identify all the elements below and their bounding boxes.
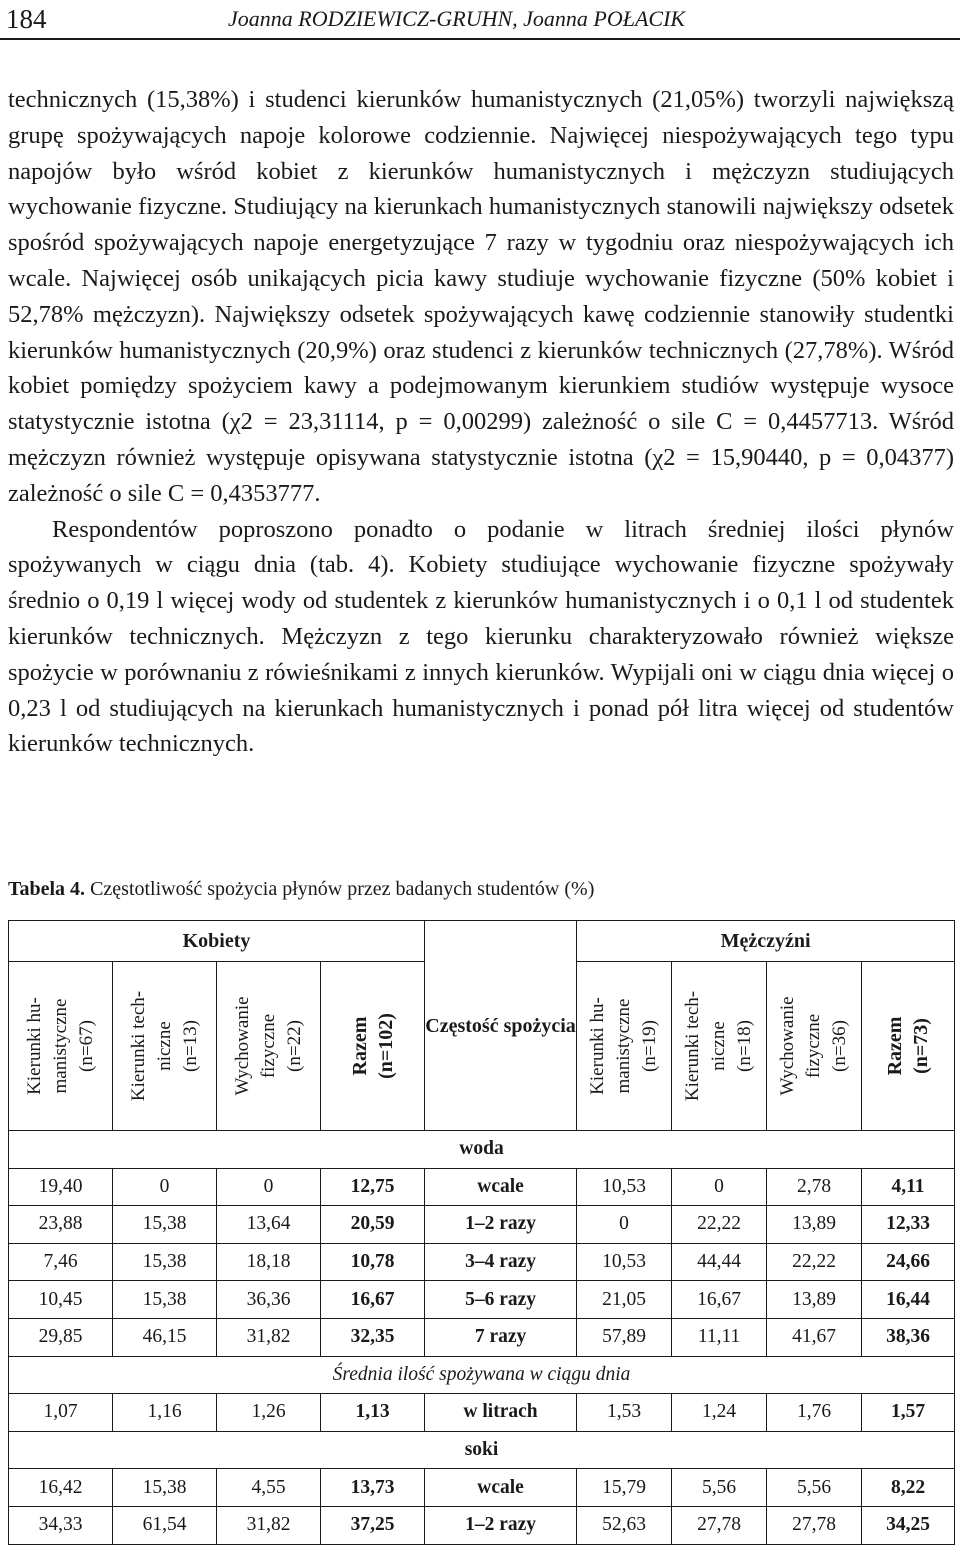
table-cell: 1,24	[672, 1394, 767, 1432]
table-cell: 5,56	[767, 1469, 862, 1507]
table-title: Częstotliwość spożycia płynów przez badanych studentów (%)	[85, 878, 595, 900]
table-cell: 15,79	[577, 1469, 672, 1507]
table-row	[9, 1243, 955, 1281]
table-cell: 18,18	[217, 1243, 321, 1281]
section-average: Średnia ilość spożywana w ciągu dnia	[9, 1356, 955, 1394]
column-header	[321, 962, 425, 1131]
table-cell: 37,25	[321, 1506, 425, 1544]
table-cell: 22,22	[767, 1243, 862, 1281]
running-head-authors: Joanna RODZIEWICZ-GRUHN, Joanna POŁACIK	[228, 6, 686, 31]
table-cell: 13,89	[767, 1206, 862, 1244]
table-cell: 12,33	[862, 1206, 955, 1244]
column-header-line: niczne	[708, 1021, 730, 1071]
table-cell: 1,13	[321, 1394, 425, 1432]
column-header-line: (n=22)	[283, 1020, 305, 1072]
column-header-line: Kierunki hu-	[23, 997, 45, 1095]
column-header-line: fizyczne	[803, 1013, 825, 1079]
column-header-label	[882, 1017, 934, 1076]
table-cell: 44,44	[672, 1243, 767, 1281]
column-header-line: (n=36)	[829, 1020, 851, 1072]
table-row	[9, 1506, 955, 1544]
table-cell: 19,40	[9, 1168, 113, 1206]
frequency-cell: 3–4 razy	[425, 1243, 577, 1281]
table-cell: 16,67	[321, 1281, 425, 1319]
table-cell: 15,38	[113, 1243, 217, 1281]
table-cell: 1,53	[577, 1394, 672, 1432]
section-soki: soki	[9, 1431, 955, 1469]
body-text	[8, 82, 954, 762]
table-cell: 0	[577, 1206, 672, 1244]
table-cell: 10,53	[577, 1243, 672, 1281]
table-row	[9, 1469, 955, 1507]
table-caption	[8, 874, 594, 904]
table-cell: 1,16	[113, 1394, 217, 1432]
column-header-label	[775, 996, 853, 1095]
column-header-label	[585, 997, 663, 1095]
column-header-label	[680, 991, 758, 1101]
table-cell: 10,53	[577, 1168, 672, 1206]
table-cell: 10,78	[321, 1243, 425, 1281]
table-cell: 1,57	[862, 1394, 955, 1432]
table-cell: 34,25	[862, 1506, 955, 1544]
column-header	[9, 962, 113, 1131]
table-row	[9, 1394, 955, 1432]
section-row	[9, 1131, 955, 1169]
column-header	[862, 962, 955, 1131]
table-cell: 38,36	[862, 1318, 955, 1356]
table-cell: 11,11	[672, 1318, 767, 1356]
column-header-label	[230, 996, 308, 1095]
table-cell: 16,42	[9, 1469, 113, 1507]
table-cell: 27,78	[767, 1506, 862, 1544]
table-cell: 0	[217, 1168, 321, 1206]
column-header	[577, 962, 672, 1131]
table-cell: 1,26	[217, 1394, 321, 1432]
table-cell: 13,64	[217, 1206, 321, 1244]
table-cell: 15,38	[113, 1281, 217, 1319]
section-woda: woda	[9, 1131, 955, 1169]
table-cell: 36,36	[217, 1281, 321, 1319]
table-cell: 41,67	[767, 1318, 862, 1356]
column-header-line: manistyczne	[613, 998, 635, 1094]
data-table	[8, 920, 955, 1545]
table-cell: 13,89	[767, 1281, 862, 1319]
group-men: Mężczyźni	[577, 921, 955, 962]
frequency-cell: w litrach	[425, 1394, 577, 1432]
column-header-line: niczne	[153, 1021, 175, 1071]
frequency-cell: 7 razy	[425, 1318, 577, 1356]
frequency-cell: 5–6 razy	[425, 1281, 577, 1319]
table-cell: 2,78	[767, 1168, 862, 1206]
frequency-cell: wcale	[425, 1469, 577, 1507]
column-header-line: manistyczne	[49, 998, 71, 1094]
column-header-line: (n=73)	[910, 1018, 933, 1074]
frequency-cell: wcale	[425, 1168, 577, 1206]
table-cell: 1,76	[767, 1394, 862, 1432]
column-header-line: Kierunki hu-	[587, 997, 609, 1095]
table-cell: 8,22	[862, 1469, 955, 1507]
column-header-line: (n=102)	[374, 1013, 397, 1079]
column-header-line: Kierunki tech-	[682, 990, 704, 1102]
column-header-line: (n=13)	[179, 1020, 201, 1072]
table-cell: 21,05	[577, 1281, 672, 1319]
frequency-header: Częstość spożycia	[425, 921, 577, 1131]
table-cell: 46,15	[113, 1318, 217, 1356]
paragraph-1: technicznych (15,38%) i studenci kierunków humanistycznych (21,05%) tworzyli największą grupę spożywających napoje kolorowe codziennie. Najwięcej niespożywających tego typu napojów było wśród kobiet z kierunków humanistycznych i mężczyzn studiujących wychowanie fizyczne. Studiujący na kierunkach humanistycznych stanowili największy odsetek spośród spożywających napoje energetyzujące 7 razy w tygodniu oraz niespożywających ich wcale. Najwięcej osób unikających picia kawy studiuje wychowanie fizyczne (50% kobiet i 52,78% mężczyzn). Największy odsetek spożywających kawę codziennie stanowiły studentki kierunków humanistycznych (20,9%) oraz studenci z kierunków technicznych (27,78%). Wśród kobiet pomiędzy spożyciem kawy a podejmowanym kierunkiem studiów występuje wysoce statystycznie istotna (χ2 = 23,31114, p = 0,00299) zależność o sile C = 0,4457713. Wśród mężczyzn również występuje opisywana statystycznie istotna (χ2 = 15,90440, p = 0,04377) zależność o sile C = 0,4353777.	[8, 86, 954, 507]
column-header-line: Kierunki tech-	[127, 990, 149, 1102]
table-row	[9, 1281, 955, 1319]
column-header-line: Razem	[884, 1016, 907, 1076]
table-cell: 24,66	[862, 1243, 955, 1281]
table-row	[9, 1206, 955, 1244]
column-header-line: Razem	[348, 1016, 371, 1076]
table-row	[9, 1168, 955, 1206]
table-cell: 4,55	[217, 1469, 321, 1507]
section-row	[9, 1356, 955, 1394]
group-women: Kobiety	[9, 921, 425, 962]
table-cell: 16,44	[862, 1281, 955, 1319]
group-header-row	[9, 921, 955, 962]
column-header-label	[22, 997, 100, 1095]
column-header-label	[347, 1013, 399, 1079]
column-header-line: (n=67)	[75, 1020, 97, 1072]
paragraph-2: Respondentów poproszono ponadto o podanie w litrach średniej ilości płynów spożywanych w ciągu dnia (tab. 4). Kobiety studiujące wychowanie fizyczne spożywały średnio o 0,19 l więcej wody od studentek z kierunków humanistycznych i o 0,1 l od studentek kierunków technicznych. Mężczyzn z tego kierunku charakteryzowało również większe spożycie w porównaniu z rówieśnikami z innych kierunków. Wypijali oni w ciągu dnia więcej o 0,23 l od studiujących na kierunkach humanistycznych i ponad pół litra więcej od studentów kierunków technicznych.	[8, 515, 954, 758]
page-header	[0, 0, 960, 40]
table-cell: 52,63	[577, 1506, 672, 1544]
frequency-cell: 1–2 razy	[425, 1206, 577, 1244]
column-header-line: Wychowanie	[231, 996, 253, 1096]
table-cell: 27,78	[672, 1506, 767, 1544]
table-cell: 10,45	[9, 1281, 113, 1319]
table-cell: 13,73	[321, 1469, 425, 1507]
column-header	[672, 962, 767, 1131]
table-cell: 34,33	[9, 1506, 113, 1544]
table-cell: 0	[113, 1168, 217, 1206]
column-header	[113, 962, 217, 1131]
table-cell: 12,75	[321, 1168, 425, 1206]
column-header-line: fizyczne	[257, 1013, 279, 1079]
column-header	[217, 962, 321, 1131]
table-cell: 31,82	[217, 1318, 321, 1356]
table-cell: 29,85	[9, 1318, 113, 1356]
table-cell: 1,07	[9, 1394, 113, 1432]
column-header-label	[126, 991, 204, 1101]
table-row	[9, 1318, 955, 1356]
table-cell: 20,59	[321, 1206, 425, 1244]
section-row	[9, 1431, 955, 1469]
table-cell: 7,46	[9, 1243, 113, 1281]
table-cell: 15,38	[113, 1469, 217, 1507]
table-cell: 16,67	[672, 1281, 767, 1319]
table-cell: 5,56	[672, 1469, 767, 1507]
column-header-line: Wychowanie	[777, 996, 799, 1096]
table-cell: 4,11	[862, 1168, 955, 1206]
table-cell: 31,82	[217, 1506, 321, 1544]
table-cell: 23,88	[9, 1206, 113, 1244]
column-header	[767, 962, 862, 1131]
table-cell: 0	[672, 1168, 767, 1206]
column-header-line: (n=18)	[734, 1020, 756, 1072]
table-cell: 32,35	[321, 1318, 425, 1356]
table-cell: 15,38	[113, 1206, 217, 1244]
table-cell: 61,54	[113, 1506, 217, 1544]
table-cell: 57,89	[577, 1318, 672, 1356]
table-label: Tabela 4.	[8, 878, 86, 900]
table-cell: 22,22	[672, 1206, 767, 1244]
frequency-cell: 1–2 razy	[425, 1506, 577, 1544]
column-header-line: (n=19)	[639, 1020, 661, 1072]
page-number: 184	[6, 4, 47, 34]
